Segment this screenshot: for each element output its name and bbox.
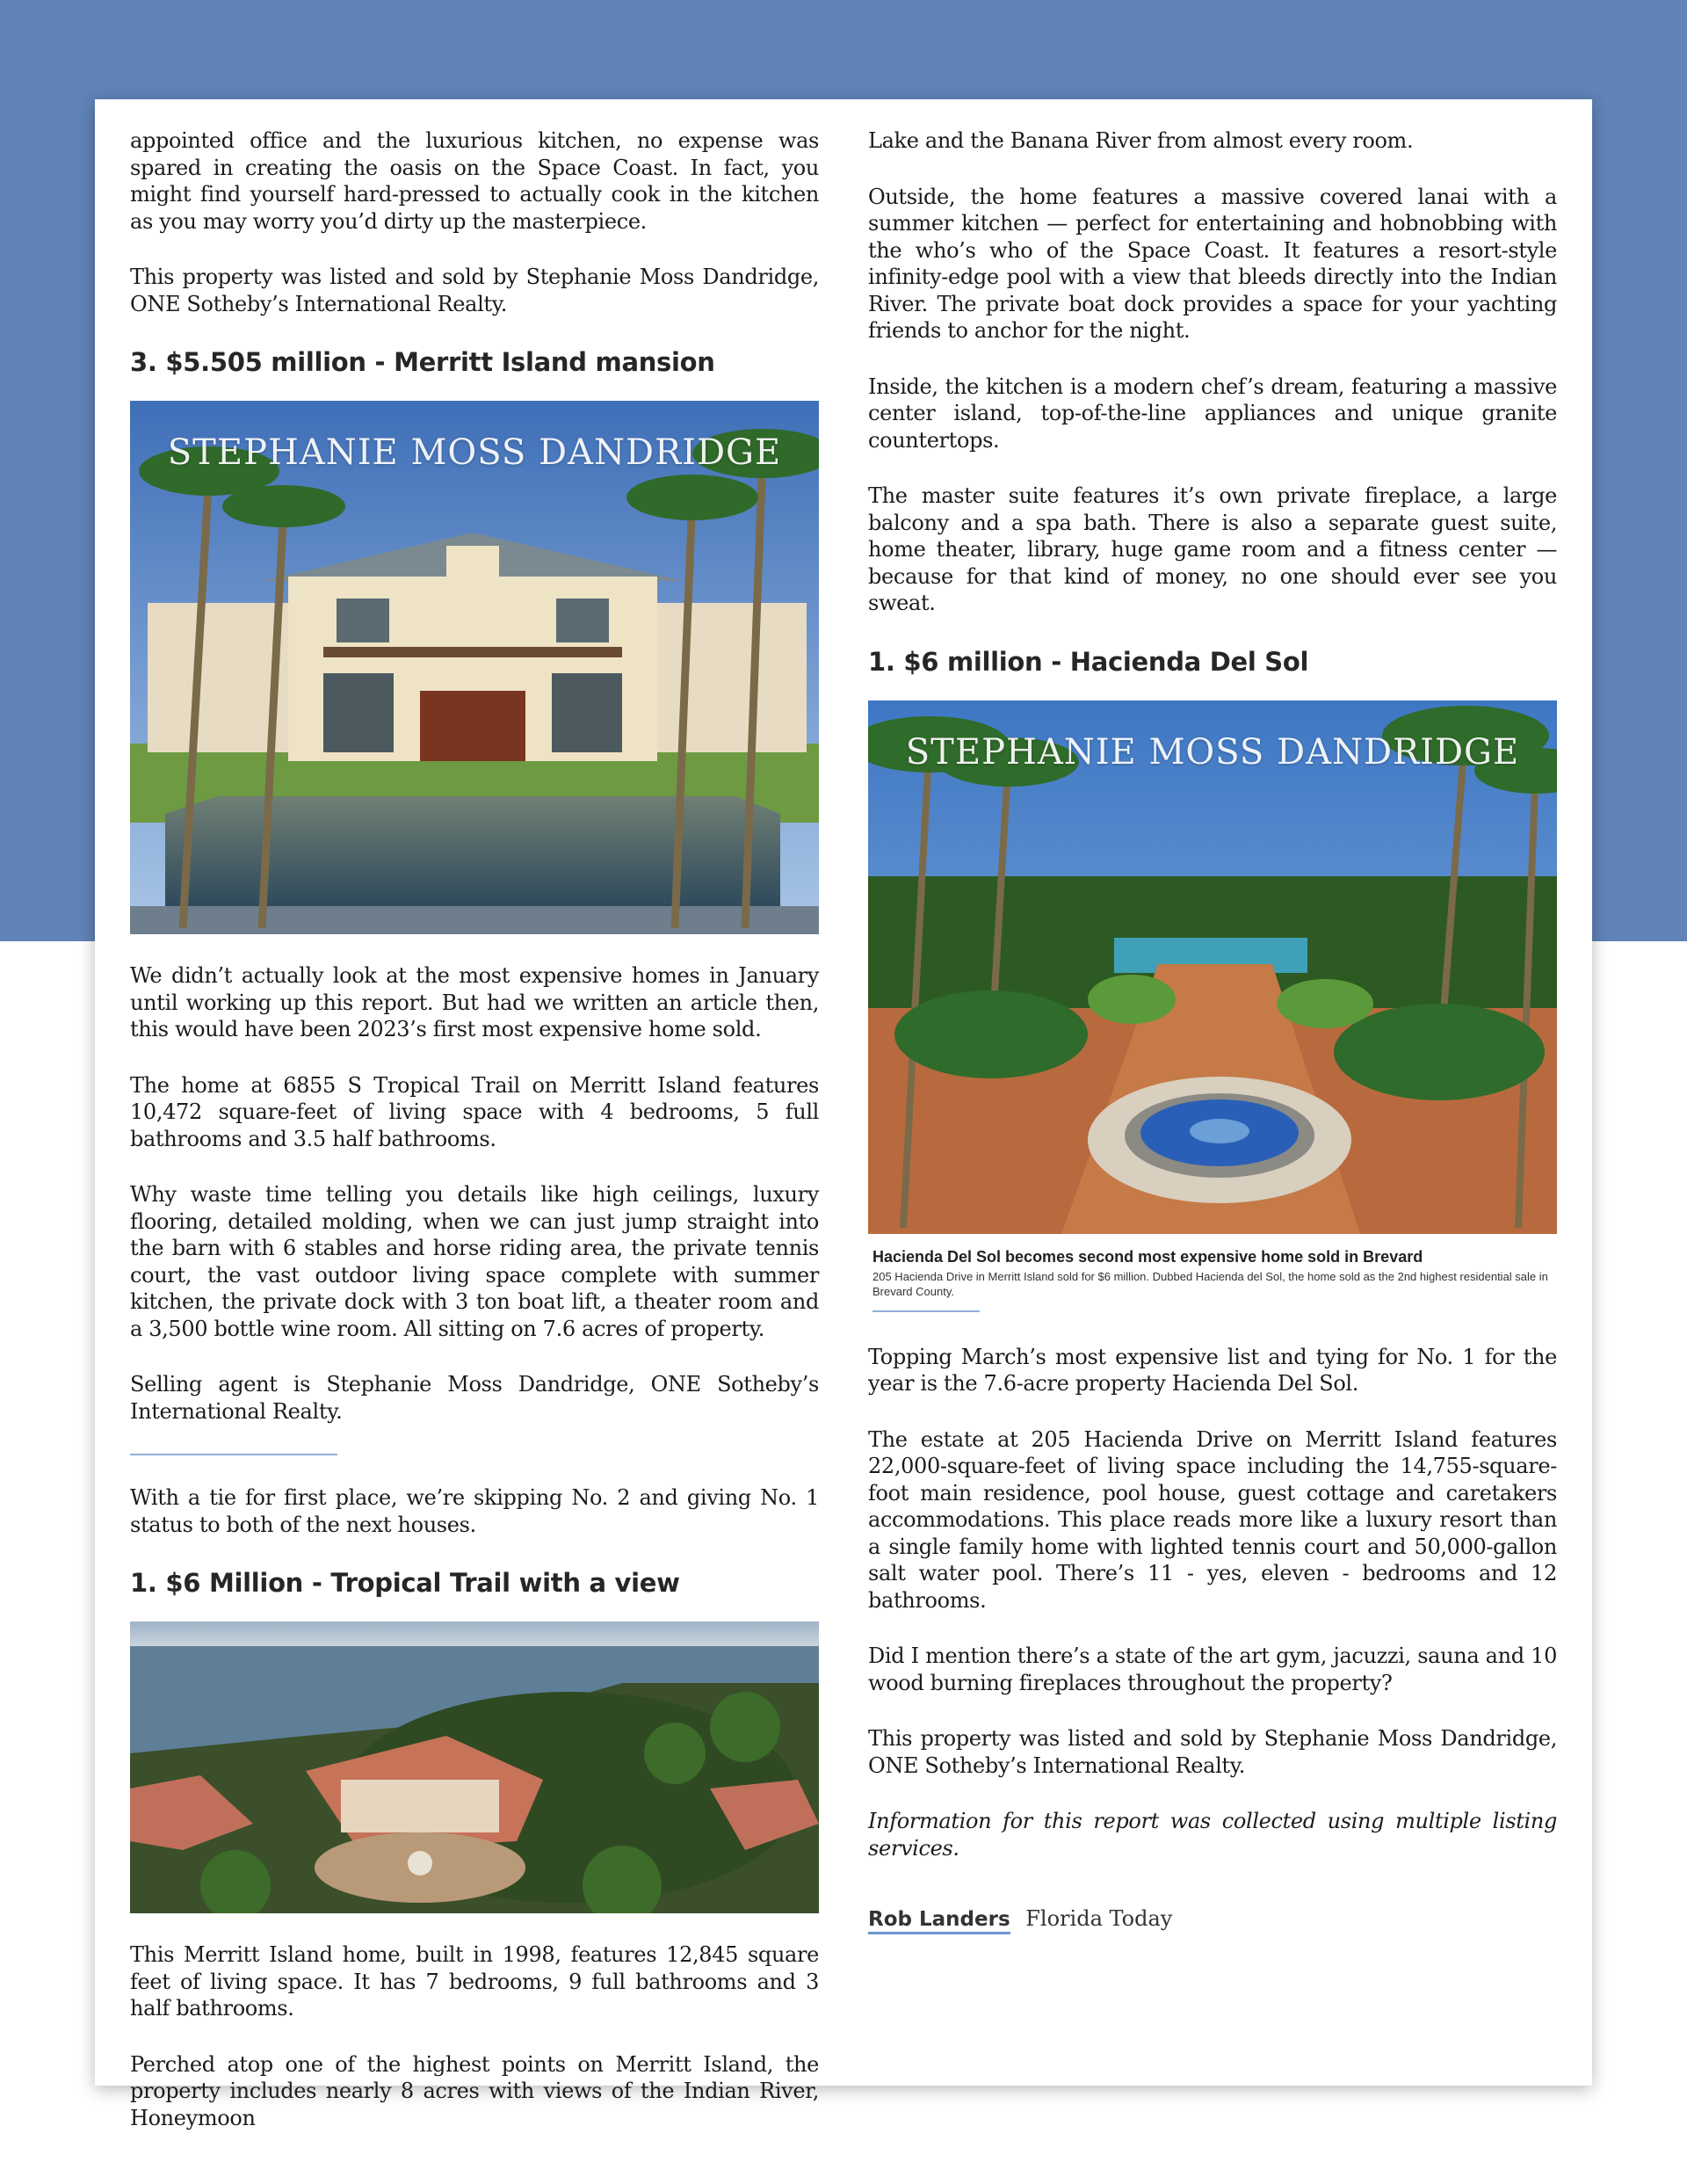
caption-text: 205 Hacienda Drive in Merritt Island sold for $6 million. Dubbed Hacienda del Sol, the home sold as the 2nd highest residential sale in Brevard County.: [872, 1269, 1548, 1298]
paragraph: Selling agent is Stephanie Moss Dandridge, ONE Sotheby’s International Realty.: [130, 1372, 819, 1424]
left-column: [130, 127, 819, 2160]
section-heading: 1. $6 million - Hacienda Del Sol: [868, 646, 1309, 677]
paragraph: Why waste time telling you details like high ceilings, luxury flooring, detailed molding, when we can just jump straight into the barn with 6 stables and horse riding area, the private tennis court, the vast outdoor living space complete with summer kitchen, the private dock with 3 ton boat lift, a theater room and a 3,500 bottle wine room. All sitting on 7.6 acres of property.: [130, 1182, 819, 1341]
photo-watermark: STEPHANIE MOSS DANDRIDGE: [167, 432, 782, 473]
paragraph: Did I mention there’s a state of the art gym, jacuzzi, sauna and 10 wood burning fireplaces throughout the property?: [868, 1643, 1557, 1695]
section-heading: 3. $5.505 million - Merritt Island mansion: [130, 347, 715, 377]
paragraph: The estate at 205 Hacienda Drive on Merritt Island features 22,000-square-feet of living space including the 14,755-square-foot main residence, pool house, guest cottage and caretakers accommodations. This place reads more like a luxury resort than a single family home with lighted tennis court and 50,000-gallon salt water pool. There’s 11 - yes, eleven - bedrooms and 12 bathrooms.: [868, 1426, 1557, 1613]
paragraph: Lake and the Banana River from almost every room.: [868, 128, 1414, 153]
paragraph: The home at 6855 S Tropical Trail on Merritt Island features 10,472 square-feet of living space with 4 bedrooms, 5 full bathrooms and 3.5 half bathrooms.: [130, 1072, 819, 1151]
paragraph: Perched atop one of the highest points on Merritt Island, the property includes nearly 8 acres with views of the Indian River, Honeymoon: [130, 2051, 819, 2130]
article-page: [95, 99, 1592, 2130]
caption-title: Hacienda Del Sol becomes second most expensive home sold in Brevard: [872, 1247, 1423, 1266]
paragraph: The master suite features it’s own private fireplace, a large balcony and a spa bath. There is also a separate guest suite, home theater, library, huge game room and a fitness center — because for that kind of money, no one should ever see you sweat.: [868, 483, 1557, 615]
paragraph: With a tie for first place, we’re skipping No. 2 and giving No. 1 status to both of the next houses.: [130, 1485, 819, 1537]
section-heading: 1. $6 Million - Tropical Trail with a view: [130, 1568, 680, 1598]
right-column: [868, 127, 1557, 1890]
paragraph: This property was listed and sold by Stephanie Moss Dandridge, ONE Sotheby’s International Realty.: [868, 1726, 1557, 1778]
byline: [868, 1906, 1172, 1931]
mansion-photo[interactable]: [130, 401, 819, 934]
paragraph: This Merritt Island home, built in 1998, features 12,845 square feet of living space. It has 7 bedrooms, 9 full bathrooms and 3 half bathrooms.: [130, 1942, 819, 2021]
hacienda-photo[interactable]: [868, 700, 1557, 1234]
aerial-estate-image: [130, 1622, 819, 1913]
paragraph: Inside, the kitchen is a modern chef’s dream, featuring a massive center island, top-of-the-line appliances and unique granite countertops.: [868, 374, 1557, 453]
paragraph: We didn’t actually look at the most expensive homes in January until working up this report. But had we written an article then, this would have been 2023’s first most expensive home sold.: [130, 963, 819, 1041]
paragraph: Topping March’s most expensive list and tying for No. 1 for the year is the 7.6-acre property Hacienda Del Sol.: [868, 1344, 1557, 1396]
author-link[interactable]: Rob Landers: [868, 1908, 1010, 1934]
hacienda-image: [868, 700, 1557, 1234]
source-note: Information for this report was collected using multiple listing services.: [868, 1809, 1557, 1861]
paragraph: Outside, the home features a massive covered lanai with a summer kitchen — perfect for entertaining and hobnobbing with the who’s who of the Space Coast. It features a resort-style infinity-edge pool with a view that bleeds directly into the Indian River. The private boat dock provides a space for your yachting friends to anchor for the night.: [868, 184, 1557, 343]
section-divider: [130, 1454, 337, 1455]
paragraph: This property was listed and sold by Stephanie Moss Dandridge, ONE Sotheby’s International Realty.: [130, 265, 819, 316]
mansion-image: [130, 401, 819, 934]
caption-rule: [872, 1310, 980, 1312]
photo-watermark: STEPHANIE MOSS DANDRIDGE: [905, 731, 1520, 773]
photo-caption: [872, 1246, 1557, 1312]
paragraph: appointed office and the luxurious kitchen, no expense was spared in creating the oasis on the Space Coast. In fact, you might find yourself hard-pressed to actually cook in the kitchen as you may worry you’d dirty up the masterpiece.: [130, 128, 819, 234]
publication-name: Florida Today: [1025, 1906, 1173, 1931]
tropical-trail-photo[interactable]: [130, 1622, 819, 1913]
